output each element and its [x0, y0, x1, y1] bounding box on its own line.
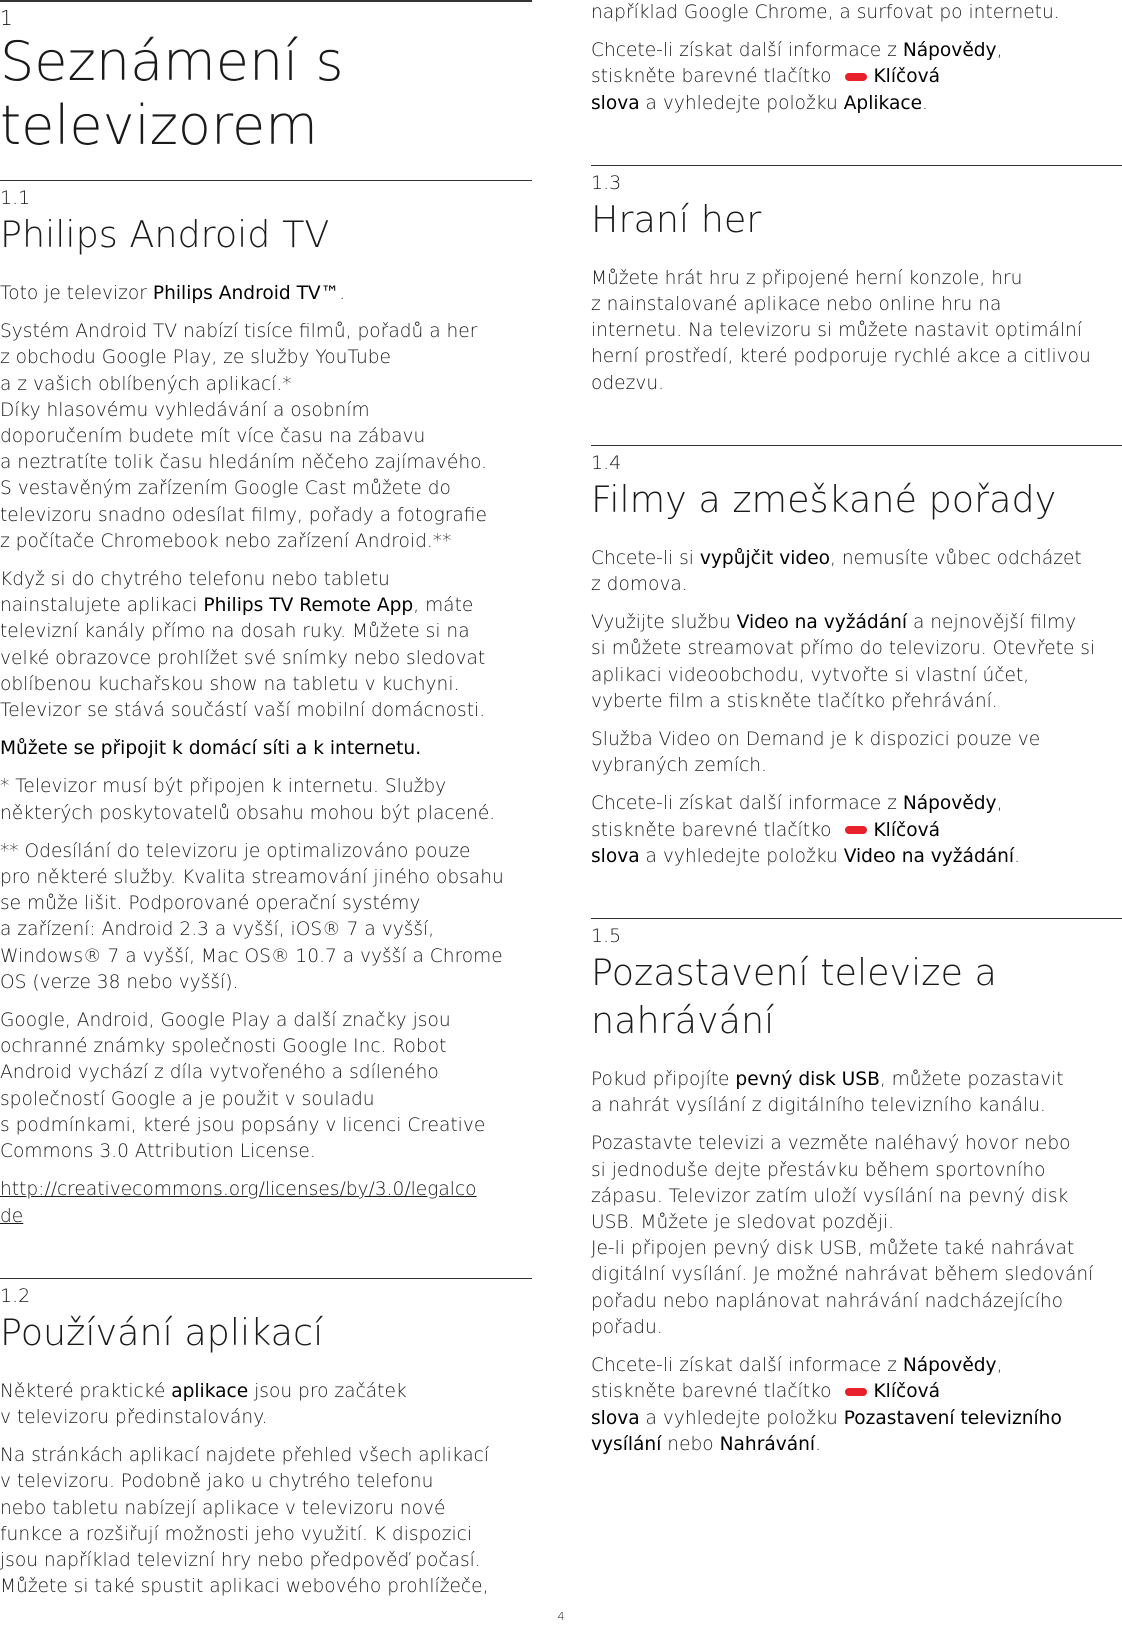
product-name: Philips Android TV™	[152, 283, 340, 304]
text-line: Pozastavte televizi a vezměte naléhavý hovor nebo	[591, 1133, 1071, 1155]
emphasis: Nahrávání	[719, 1433, 816, 1455]
text-line: herní prostředí, které podporuje rychlé akce a citlivou	[591, 346, 1091, 368]
text-line: vyberte film a stiskněte tlačítko přehrávání.	[591, 690, 998, 712]
text-line: z domova.	[591, 574, 688, 596]
text: Pokud připojíte	[591, 1069, 736, 1091]
text-line: z obchodu Google Play, ze služby YouTube	[0, 347, 391, 369]
help-paragraph	[591, 1353, 1122, 1458]
text: nebo	[661, 1433, 720, 1455]
text-line: internetu. Na televizoru si můžete nastavit optimální	[591, 320, 1082, 342]
text: , můžete pozastavit	[879, 1069, 1064, 1091]
text-line: zápasu. Televizor zatím uloží vysílání na pevný disk	[591, 1185, 1069, 1207]
emphasis: Klíčová	[873, 66, 941, 88]
emphasis: slova	[591, 1407, 640, 1429]
text: .	[922, 92, 928, 114]
text-line: a neztratíte tolik času hledáním něčeho zajímavého.	[0, 452, 488, 474]
text-line: * Televizor musí být připojen k internetu. Služby	[0, 776, 447, 798]
footnote	[0, 839, 532, 996]
link-text[interactable]: http://creativecommons.org/licenses/by/3.0/legalco	[0, 1179, 477, 1201]
chapter-title-line: televizorem	[0, 94, 318, 157]
text-line: OS (verze 38 nebo vyšší).	[0, 971, 239, 993]
text: stiskněte barevné tlačítko	[591, 1381, 832, 1403]
text-line: Windows® 7 a vyšší, Mac OS® 10.7 a vyšší a Chrome	[0, 945, 503, 967]
text-line: Na stránkách aplikací najdete přehled všech aplikací	[0, 1445, 490, 1467]
text-line: s podmínkami, které jsou popsány v licenci Creative	[0, 1114, 486, 1136]
text: stiskněte barevné tlačítko	[591, 819, 832, 841]
text-line: a nahrát vysílání z digitálního televizního kanálu.	[591, 1095, 1046, 1117]
text: a vyhledejte položku	[639, 845, 844, 867]
section-number: 1.2	[0, 1284, 31, 1307]
text-line: USB. Můžete je sledovat později.	[591, 1212, 895, 1234]
text-line: Televizor se stává součástí vaší mobilní domácnosti.	[0, 700, 486, 722]
text-line: ochranné známky společnosti Google Inc. Robot	[0, 1036, 447, 1058]
section-rule	[0, 1278, 532, 1279]
emphasis: slova	[591, 92, 640, 114]
help-paragraph	[591, 791, 1122, 870]
section-title-line: Pozastavení televize a	[591, 951, 997, 995]
spacer	[591, 129, 1122, 165]
text: Některé praktické	[0, 1380, 172, 1402]
paragraph	[591, 727, 1122, 779]
emphasis: slova	[591, 845, 640, 867]
page-number: 4	[557, 1610, 565, 1623]
text-line: televizní kanály přímo na dosah ruky. Můžete si na	[0, 621, 470, 643]
section-number: 1.3	[591, 171, 622, 194]
paragraph	[591, 1131, 1122, 1341]
emphasis: Klíčová	[873, 1381, 941, 1403]
text-line: některých poskytovatelů obsahu mohou být placené.	[0, 802, 496, 824]
text-line: Systém Android TV nabízí tisíce filmů, pořadů a her	[0, 321, 478, 343]
emphasis: Klíčová	[873, 819, 941, 841]
text: , máte	[413, 595, 474, 617]
emphasis: Video na vyžádání	[843, 845, 1015, 867]
text-line: funkce a rozšiřují možnosti jeho využití. K dispozici	[0, 1523, 473, 1545]
chapter-number: 1	[0, 6, 13, 30]
emphasis: aplikace	[171, 1380, 249, 1402]
paragraph	[591, 610, 1122, 715]
text-line: pořadu nebo naplánovat nahrávání nadcházejícího	[591, 1290, 1064, 1312]
text-line: pořadu.	[591, 1316, 663, 1338]
text: .	[815, 1433, 822, 1455]
spacer	[591, 409, 1122, 445]
section-title: Používání aplikací	[0, 1310, 324, 1354]
section-rule	[591, 445, 1122, 446]
emphasis: Nápovědy	[902, 40, 997, 62]
paragraph	[0, 1008, 532, 1165]
emphasis: vypůjčit video	[699, 547, 831, 569]
text-line: televizoru snadno odesílat filmy, pořady a fotografie	[0, 504, 487, 526]
paragraph	[0, 281, 532, 307]
text-line: Díky hlasovému vyhledávání a osobním	[0, 399, 370, 421]
text-line: pro některé služby. Kvalita streamování jiného obsahu	[0, 867, 504, 889]
paragraph	[591, 1067, 1122, 1119]
section-title: Filmy a zmeškané pořady	[591, 477, 1057, 521]
text: ,	[996, 40, 1003, 62]
text-line: ** Odesílání do televizoru je optimalizováno pouze	[0, 840, 471, 862]
text-line: Android vychází z díla vytvořeného a sdíleného	[0, 1062, 439, 1084]
text-line: v televizoru. Podobně jako u chytrého telefonu	[0, 1471, 434, 1493]
text-line: jsou například televizní hry nebo předpověď počasí.	[0, 1549, 481, 1571]
text: a vyhledejte položku	[639, 1407, 844, 1429]
app-name: Philips TV Remote App	[203, 595, 414, 617]
paragraph	[591, 546, 1122, 598]
text: Chcete-li získat další informace z	[591, 793, 903, 815]
text: ,	[996, 793, 1003, 815]
text-line: vybraných zemích.	[591, 755, 767, 777]
paragraph-continued	[591, 0, 1122, 26]
text-line: odezvu.	[591, 372, 665, 394]
emphasis: Video na vyžádání	[736, 612, 908, 634]
text: Chcete-li si	[591, 547, 700, 569]
section-number: 1.1	[0, 187, 31, 209]
emphasis: pevný disk USB	[735, 1069, 880, 1091]
text-line: si jednoduše dejte přestávku během sportovního	[591, 1159, 1046, 1181]
text-line: například Google Chrome, a surfovat po internetu.	[591, 2, 1060, 23]
emphasis: Nápovědy	[902, 1355, 997, 1377]
text-line: digitální vysílání. Je možné nahrávat během sledování	[591, 1264, 1094, 1286]
text: Chcete-li získat další informace z	[591, 40, 903, 62]
red-color-key-icon	[845, 826, 867, 834]
paragraph	[0, 567, 532, 724]
section-rule	[591, 165, 1122, 166]
text-line: si můžete streamovat přímo do televizoru. Otevřete si	[591, 638, 1096, 660]
text-line: a zařízení: Android 2.3 a vyšší, iOS® 7 a vyšší,	[0, 919, 435, 941]
section-number: 1.5	[591, 925, 622, 948]
text: a nejnovější filmy	[907, 612, 1077, 634]
text-line: Můžete si také spustit aplikaci webového prohlížeče,	[0, 1576, 489, 1598]
text-line: se může lišit. Podporované operační systémy	[0, 893, 421, 915]
section-title: Hraní her	[591, 197, 762, 241]
chapter-rule	[0, 0, 532, 2]
text: a vyhledejte položku	[639, 92, 844, 114]
spacer	[591, 882, 1122, 918]
section-number: 1.4	[591, 451, 622, 474]
text-line: společností Google a je použit v souladu	[0, 1088, 375, 1110]
text-line: v televizoru předinstalovány.	[0, 1406, 268, 1428]
license-link[interactable]	[0, 1179, 477, 1226]
emphasis: Nápovědy	[902, 793, 997, 815]
footnote	[0, 774, 532, 826]
text: nainstalujete aplikaci	[0, 595, 204, 617]
text-line: a z vašich oblíbených aplikací.*	[0, 373, 292, 395]
text-line: Commons 3.0 Attribution License.	[0, 1141, 316, 1163]
text: ,	[996, 1355, 1003, 1377]
text: jsou pro začátek	[248, 1380, 407, 1402]
paragraph	[0, 1379, 532, 1431]
text-line: aplikaci videoobchodu, vytvořte si vlastní účet,	[591, 664, 1030, 686]
text-line: velké obrazovce prohlížet své snímky nebo sledovat	[0, 647, 486, 669]
chapter-title-line: Seznámení s	[0, 30, 344, 93]
text: stiskněte barevné tlačítko	[591, 66, 832, 88]
chapter-title	[0, 30, 532, 158]
text-line: oblíbenou kuchařskou show na tabletu v kuchyni.	[0, 673, 460, 695]
section-rule	[0, 180, 532, 181]
emphasis: Aplikace	[843, 92, 923, 114]
license-link-paragraph	[0, 1177, 532, 1229]
text-line: Služba Video on Demand je k dispozici pouze ve	[591, 729, 1041, 751]
text-line: doporučením budete mít více času na zábavu	[0, 426, 426, 448]
text: Využijte službu	[591, 612, 737, 634]
section-title	[591, 949, 1122, 1045]
red-color-key-icon	[845, 1388, 867, 1396]
text: .	[339, 283, 346, 304]
emphasis: vysílání	[591, 1433, 662, 1455]
text-line: Google, Android, Google Play a další značky jsou	[0, 1010, 451, 1032]
spacer	[0, 1242, 532, 1278]
text-line: nebo tabletu nabízejí aplikace v televizoru nové	[0, 1497, 446, 1519]
red-color-key-icon	[845, 73, 867, 81]
text: Chcete-li získat další informace z	[591, 1355, 903, 1377]
link-text[interactable]: de	[0, 1205, 24, 1227]
paragraph	[0, 319, 532, 555]
paragraph	[0, 736, 532, 762]
text-line: Můžete hrát hru z připojené herní konzole, hru	[591, 267, 1023, 289]
left-column	[0, 0, 532, 1612]
text: .	[1014, 845, 1021, 867]
paragraph	[591, 266, 1122, 397]
section-title-line: nahrávání	[591, 999, 775, 1043]
text-line: z počítače Chromebook nebo zařízení Android.**	[0, 530, 452, 552]
section-rule	[591, 918, 1122, 919]
emphasis: Můžete se připojit k domácí síti a k internetu.	[0, 738, 422, 760]
text-line: z nainstalované aplikace nebo online hru na	[591, 294, 1002, 316]
paragraph	[0, 1443, 532, 1600]
text-line: Je-li připojen pevný disk USB, můžete také nahrávat	[591, 1238, 1075, 1260]
section-title: Philips Android TV	[0, 213, 330, 256]
text: , nemusíte vůbec odcházet	[830, 547, 1082, 569]
text-line: S vestavěným zařízením Google Cast můžete do	[0, 478, 451, 500]
emphasis: Pozastavení televizního	[843, 1407, 1062, 1429]
text: Toto je televizor	[0, 283, 153, 304]
help-paragraph	[591, 38, 1122, 117]
text-line: Když si do chytrého telefonu nebo tabletu	[0, 569, 390, 591]
right-column	[591, 0, 1122, 1470]
